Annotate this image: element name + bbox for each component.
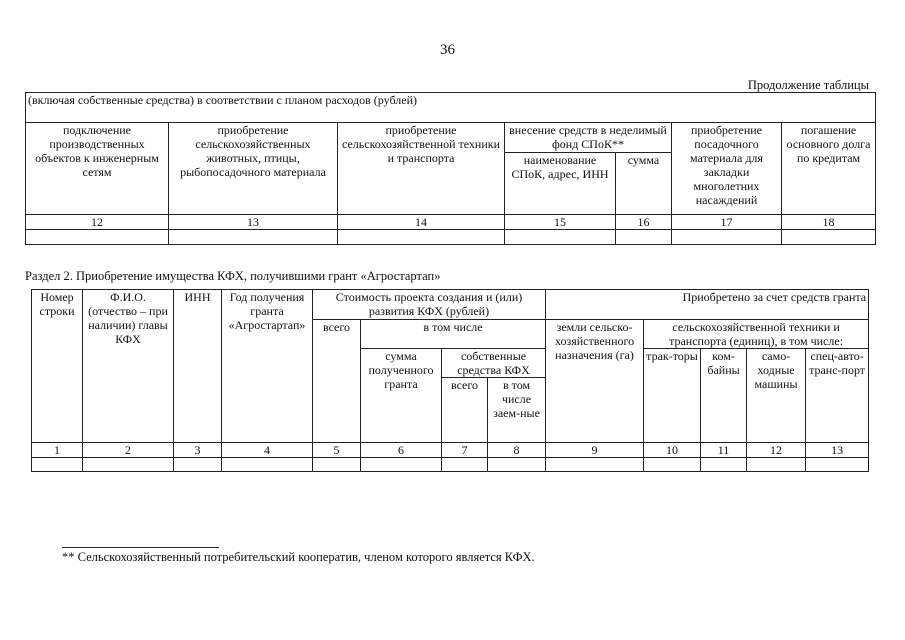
table-cell bbox=[83, 458, 174, 472]
col-header-9: земли сельско-хозяйственного назначения (га) bbox=[546, 320, 644, 443]
col-header-1: Номер строки bbox=[32, 290, 83, 443]
col-number: 14 bbox=[338, 215, 505, 230]
table-cell bbox=[644, 458, 701, 472]
table-cell bbox=[338, 230, 505, 245]
acquired-group-header: Приобретено за счет средств гранта bbox=[546, 290, 869, 320]
table-cell bbox=[546, 458, 644, 472]
col-number: 1 bbox=[32, 443, 83, 458]
table-cell bbox=[806, 458, 869, 472]
table-cell bbox=[313, 458, 361, 472]
footnote-divider bbox=[62, 547, 219, 548]
col-number: 13 bbox=[169, 215, 338, 230]
table-row bbox=[26, 230, 876, 245]
col-header-5: всего bbox=[313, 320, 361, 443]
col-header-18: погашение основного долга по кредитам bbox=[782, 123, 876, 215]
table-row bbox=[32, 458, 869, 472]
table-cell bbox=[505, 230, 616, 245]
col-number: 16 bbox=[616, 215, 672, 230]
col-header-15-16-group: внесение средств в неделимый фонд СПоК** bbox=[505, 123, 672, 153]
col-number: 15 bbox=[505, 215, 616, 230]
col-number: 12 bbox=[747, 443, 806, 458]
col-number: 10 bbox=[644, 443, 701, 458]
table-cell bbox=[361, 458, 442, 472]
page-number: 36 bbox=[440, 42, 455, 58]
col-header-8: в том числе заем-ные bbox=[488, 378, 546, 443]
table-cell bbox=[222, 458, 313, 472]
col-header-7: всего bbox=[442, 378, 488, 443]
expense-plan-header: (включая собственные средства) в соответствии с планом расходов (рублей) bbox=[26, 93, 876, 123]
col-header-13: приобретение сельскохозяйственных животных, птицы, рыбопосадочного материала bbox=[169, 123, 338, 215]
expense-plan-table bbox=[25, 92, 876, 245]
col-number: 6 bbox=[361, 443, 442, 458]
col-header-15: наименование СПоК, адрес, ИНН bbox=[505, 153, 616, 215]
own-funds-header: собственные средства КФХ bbox=[442, 349, 546, 378]
table-cell bbox=[32, 458, 83, 472]
table-cell bbox=[782, 230, 876, 245]
col-number: 11 bbox=[701, 443, 747, 458]
col-number: 12 bbox=[26, 215, 169, 230]
col-number: 3 bbox=[174, 443, 222, 458]
col-header-13: спец-авто-транс-порт bbox=[806, 349, 869, 443]
table-cell bbox=[672, 230, 782, 245]
cost-group-header: Стоимость проекта создания и (или) развития КФХ (рублей) bbox=[313, 290, 546, 320]
section-2-title: Раздел 2. Приобретение имущества КФХ, получившими грант «Агростартап» bbox=[25, 269, 441, 283]
col-number: 8 bbox=[488, 443, 546, 458]
col-header-12: само-ходные машины bbox=[747, 349, 806, 443]
col-number: 7 bbox=[442, 443, 488, 458]
col-header-3: ИНН bbox=[174, 290, 222, 443]
col-header-11: ком-байны bbox=[701, 349, 747, 443]
table-cell bbox=[442, 458, 488, 472]
tech-group-header: сельскохозяйственной техники и транспорта (единиц), в том числе: bbox=[644, 320, 869, 349]
table-continuation-label: Продолжение таблицы bbox=[747, 78, 869, 92]
col-number: 5 bbox=[313, 443, 361, 458]
table-cell bbox=[488, 458, 546, 472]
col-header-17: приобретение посадочного материала для закладки многолетних насаждений bbox=[672, 123, 782, 215]
col-header-4: Год получения гранта «Агростартап» bbox=[222, 290, 313, 443]
col-number: 2 bbox=[83, 443, 174, 458]
table-cell bbox=[174, 458, 222, 472]
col-number: 18 bbox=[782, 215, 876, 230]
col-header-12: подключение производственных объектов к инженерным сетям bbox=[26, 123, 169, 215]
col-header-16: сумма bbox=[616, 153, 672, 215]
table-cell bbox=[616, 230, 672, 245]
col-header-6: сумма полученного гранта bbox=[361, 349, 442, 443]
table-cell bbox=[701, 458, 747, 472]
col-number: 13 bbox=[806, 443, 869, 458]
col-header-14: приобретение сельскохозяйственной техники и транспорта bbox=[338, 123, 505, 215]
table-cell bbox=[169, 230, 338, 245]
col-number: 9 bbox=[546, 443, 644, 458]
agrostartup-property-table bbox=[31, 289, 869, 472]
col-number: 4 bbox=[222, 443, 313, 458]
table-cell bbox=[26, 230, 169, 245]
footnote: ** Сельскохозяйственный потребительский кооператив, членом которого является КФХ. bbox=[62, 550, 535, 564]
table-cell bbox=[747, 458, 806, 472]
col-header-10: трак-торы bbox=[644, 349, 701, 443]
including-header: в том числе bbox=[361, 320, 546, 349]
col-header-2: Ф.И.О. (отчество – при наличии) главы КФХ bbox=[83, 290, 174, 443]
col-number: 17 bbox=[672, 215, 782, 230]
